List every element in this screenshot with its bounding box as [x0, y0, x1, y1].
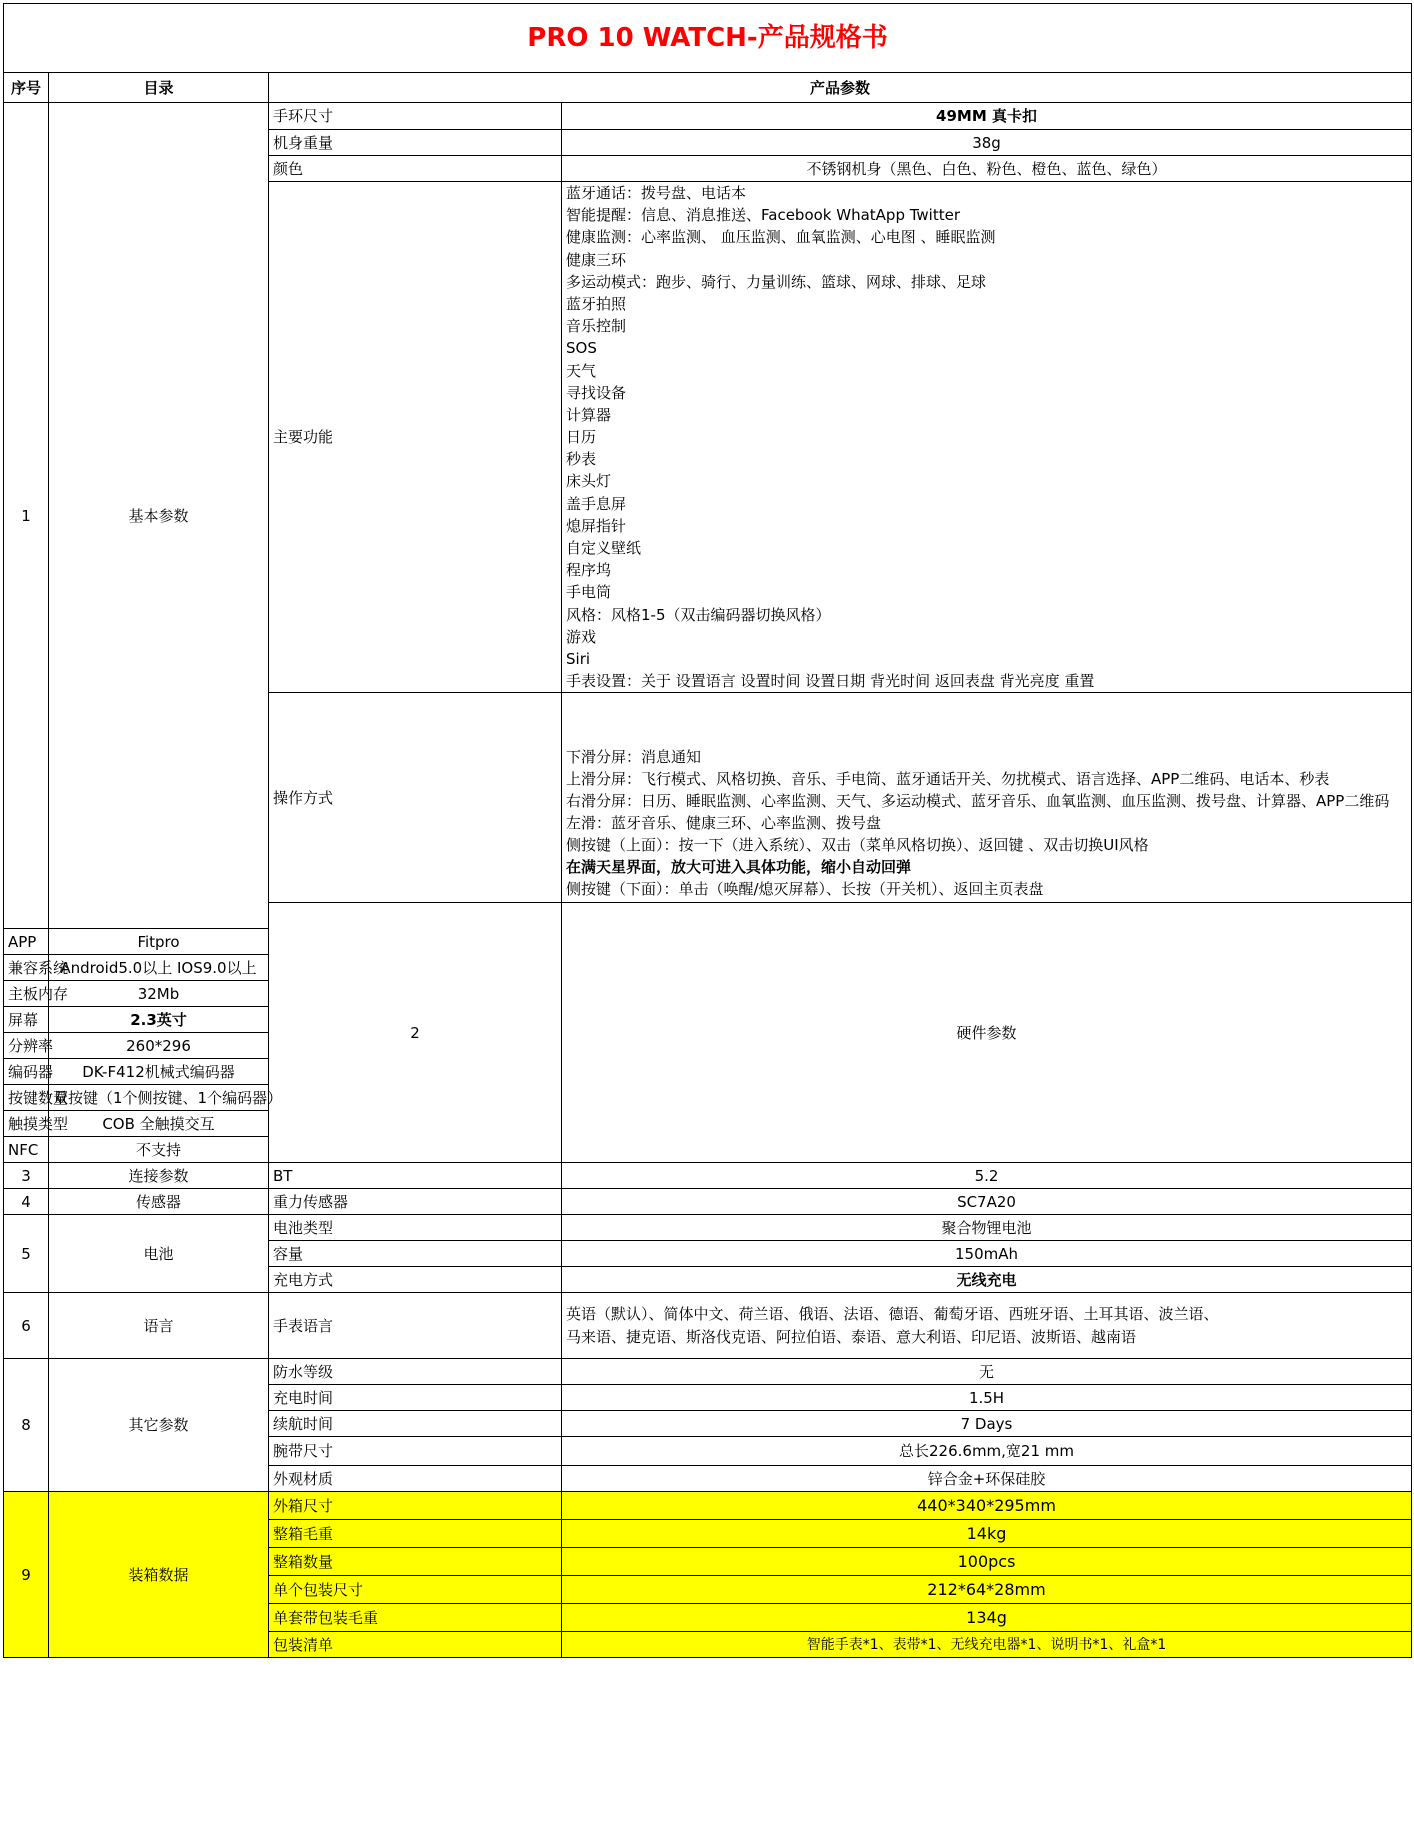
feature-line: 风格：风格1-5（双击编码器切换风格）	[566, 605, 831, 624]
language-line: 英语（默认）、简体中文、荷兰语、俄语、法语、德语、葡萄牙语、西班牙语、土耳其语、波兰语、	[566, 1304, 1219, 1323]
param-value: 无线充电	[562, 1267, 1412, 1293]
operation-line: 上滑分屏：飞行模式、风格切换、音乐、手电筒、蓝牙通话开关、勿扰模式、语言选择、APP二维码、电话本、秒表	[566, 770, 1330, 789]
param-value: 锌合金+环保硅胶	[562, 1466, 1412, 1492]
group-category: 基本参数	[49, 103, 269, 929]
param-label: 单个包装尺寸	[269, 1576, 562, 1604]
param-label: 兼容系统	[4, 955, 49, 981]
param-value: 总长226.6mm,宽21 mm	[562, 1437, 1412, 1466]
param-label: 手环尺寸	[269, 103, 562, 130]
group-category: 语言	[49, 1293, 269, 1359]
group-category: 其它参数	[49, 1359, 269, 1492]
param-value: SC7A20	[562, 1189, 1412, 1215]
feature-line: 计算器	[566, 405, 612, 424]
param-label: 按键数量	[4, 1085, 49, 1111]
feature-line: 熄屏指针	[566, 516, 627, 535]
group-category: 硬件参数	[562, 903, 1412, 1163]
header-index: 序号	[4, 73, 49, 103]
group-index: 2	[269, 903, 562, 1163]
feature-line: Siri	[566, 649, 591, 668]
feature-line: 蓝牙拍照	[566, 294, 627, 313]
param-value: 49MM 真卡扣	[562, 103, 1412, 130]
param-label: BT	[269, 1163, 562, 1189]
feature-line: 健康三环	[566, 250, 627, 269]
header-params: 产品参数	[269, 73, 1412, 103]
param-value: 100pcs	[562, 1548, 1412, 1576]
param-label: 重力传感器	[269, 1189, 562, 1215]
param-value: 双按键（1个侧按键、1个编码器）	[49, 1085, 269, 1111]
param-value: 1.5H	[562, 1385, 1412, 1411]
language-line: 马来语、捷克语、斯洛伐克语、阿拉伯语、泰语、意大利语、印尼语、波斯语、越南语	[566, 1327, 1137, 1346]
param-label: 屏幕	[4, 1007, 49, 1033]
group-category: 装箱数据	[49, 1492, 269, 1658]
feature-line: 寻找设备	[566, 383, 627, 402]
feature-line: 健康监测：心率监测、 血压监测、血氧监测、心电图 、睡眠监测	[566, 228, 996, 247]
spec-table	[3, 3, 1412, 1658]
param-value: 不锈钢机身（黑色、白色、粉色、橙色、蓝色、绿色）	[562, 156, 1412, 182]
param-label: 腕带尺寸	[269, 1437, 562, 1466]
feature-line: 日历	[566, 428, 597, 447]
param-value: 32Mb	[49, 981, 269, 1007]
feature-line: 智能提醒：信息、消息推送、Facebook WhatApp Twitter	[566, 206, 961, 225]
feature-line: 游戏	[566, 627, 597, 646]
param-label: 主要功能	[269, 182, 562, 693]
param-value: Fitpro	[49, 929, 269, 955]
param-value: COB 全触摸交互	[49, 1111, 269, 1137]
param-label: 容量	[269, 1241, 562, 1267]
group-index: 8	[4, 1359, 49, 1492]
operation-line: 右滑分屏：日历、睡眠监测、心率监测、天气、多运动模式、蓝牙音乐、血氧监测、血压监测、拨号盘、计算器、APP二维码	[566, 792, 1390, 811]
param-value: 134g	[562, 1604, 1412, 1632]
param-value: 38g	[562, 130, 1412, 156]
param-value: 150mAh	[562, 1241, 1412, 1267]
group-category: 连接参数	[49, 1163, 269, 1189]
param-label: 外箱尺寸	[269, 1492, 562, 1520]
feature-line: 多运动模式：跑步、骑行、力量训练、篮球、网球、排球、足球	[566, 272, 987, 291]
group-index: 1	[4, 103, 49, 929]
operation-line: 侧按键（下面）：单击（唤醒/熄灭屏幕）、长按（开关机）、返回主页表盘	[566, 880, 1044, 899]
param-label: 单套带包装毛重	[269, 1604, 562, 1632]
param-value: 智能手表*1、表带*1、无线充电器*1、说明书*1、礼盒*1	[562, 1632, 1412, 1658]
param-value: 无	[562, 1359, 1412, 1385]
language-list	[562, 1293, 1412, 1359]
group-index: 9	[4, 1492, 49, 1658]
param-label: 触摸类型	[4, 1111, 49, 1137]
param-value: 聚合物锂电池	[562, 1215, 1412, 1241]
feature-line: 手电筒	[566, 583, 612, 602]
operation-line: 下滑分屏：消息通知	[566, 748, 702, 767]
param-value: 2.3英寸	[49, 1007, 269, 1033]
param-label: 续航时间	[269, 1411, 562, 1437]
param-value: 7 Days	[562, 1411, 1412, 1437]
param-value: 212*64*28mm	[562, 1576, 1412, 1604]
param-label: 颜色	[269, 156, 562, 182]
param-label: 分辨率	[4, 1033, 49, 1059]
feature-line: 蓝牙通话：拨号盘、电话本	[566, 184, 747, 202]
param-label: 充电时间	[269, 1385, 562, 1411]
group-index: 6	[4, 1293, 49, 1359]
param-label: 防水等级	[269, 1359, 562, 1385]
feature-line: 音乐控制	[566, 317, 627, 336]
page-title: PRO 10 WATCH-产品规格书	[4, 4, 1412, 73]
param-label: 充电方式	[269, 1267, 562, 1293]
spec-sheet	[3, 3, 1411, 1658]
param-value: 14kg	[562, 1520, 1412, 1548]
group-index: 5	[4, 1215, 49, 1293]
param-label: 手表语言	[269, 1293, 562, 1359]
param-label: 包装清单	[269, 1632, 562, 1658]
param-label: 整箱毛重	[269, 1520, 562, 1548]
feature-line: 自定义壁纸	[566, 539, 642, 557]
feature-line: 天气	[566, 361, 597, 380]
param-value: DK-F412机械式编码器	[49, 1059, 269, 1085]
header-category: 目录	[49, 73, 269, 103]
feature-list	[562, 182, 1412, 693]
group-index: 3	[4, 1163, 49, 1189]
feature-line: 床头灯	[566, 472, 612, 491]
feature-line: 手表设置：关于 设置语言 设置时间 设置日期 背光时间 返回表盘 背光亮度 重置	[566, 672, 1095, 691]
param-label: 机身重量	[269, 130, 562, 156]
operation-list	[562, 693, 1412, 903]
group-category: 传感器	[49, 1189, 269, 1215]
param-label: 外观材质	[269, 1466, 562, 1492]
group-category: 电池	[49, 1215, 269, 1293]
param-label: NFC	[4, 1137, 49, 1163]
param-value: 260*296	[49, 1033, 269, 1059]
operation-line: 左滑：蓝牙音乐、健康三环、心率监测、拨号盘	[566, 814, 882, 833]
feature-line: SOS	[566, 339, 597, 358]
feature-line: 秒表	[566, 450, 597, 469]
param-value: 5.2	[562, 1163, 1412, 1189]
param-label: 电池类型	[269, 1215, 562, 1241]
operation-line: 在满天星界面，放大可进入具体功能，缩小自动回弹	[566, 858, 912, 877]
param-label: 主板内存	[4, 981, 49, 1007]
param-label: 操作方式	[269, 693, 562, 903]
param-label: 编码器	[4, 1059, 49, 1085]
param-label: 整箱数量	[269, 1548, 562, 1576]
param-label: APP	[4, 929, 49, 955]
feature-line: 程序坞	[566, 561, 612, 580]
param-value: 不支持	[49, 1137, 269, 1163]
param-value: 440*340*295mm	[562, 1492, 1412, 1520]
feature-line: 盖手息屏	[566, 494, 627, 513]
operation-line: 侧按键（上面）：按一下（进入系统）、双击（菜单风格切换）、返回键 、双击切换UI风格	[566, 836, 1149, 855]
group-index: 4	[4, 1189, 49, 1215]
param-value: Android5.0以上 IOS9.0以上	[49, 955, 269, 981]
